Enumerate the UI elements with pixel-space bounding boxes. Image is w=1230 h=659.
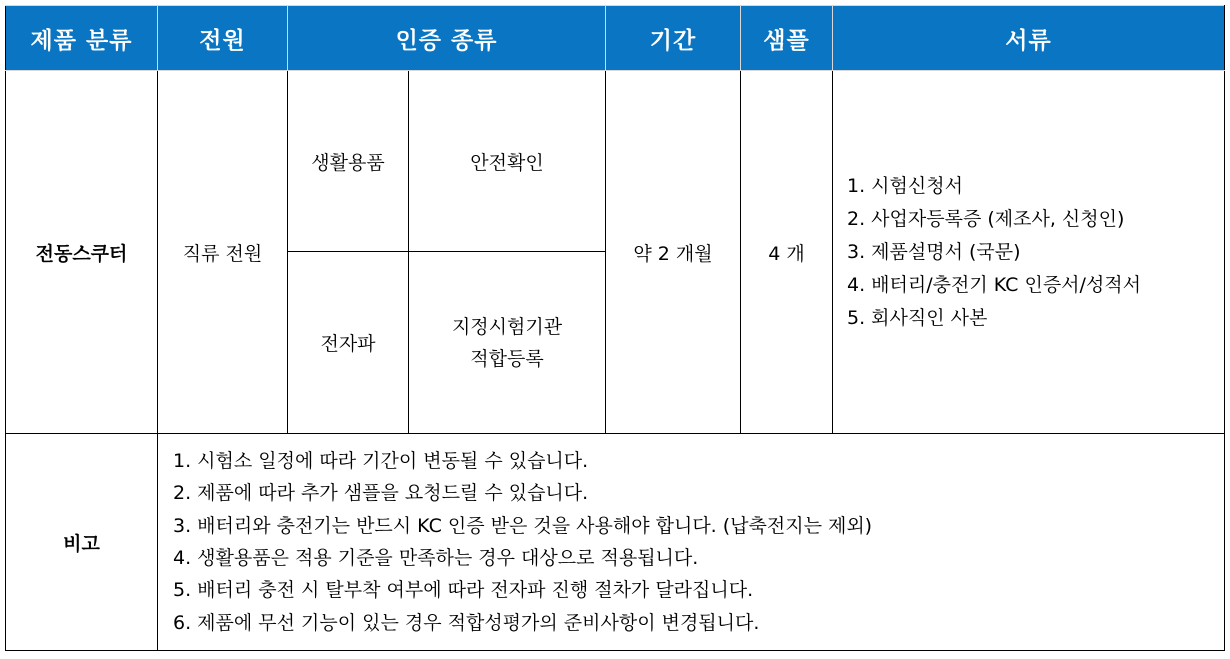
cert-category-cell: 생활용품 [288, 71, 409, 252]
product-cell: 전동스쿠터 [6, 71, 158, 434]
note-item: 1. 시험소 일정에 따라 기간이 변동될 수 있습니다. [173, 450, 589, 473]
document-item: 3. 제품설명서 (국문) [847, 240, 1021, 263]
header-cert-type: 인증 종류 [288, 6, 606, 71]
power-cell: 직류 전원 [158, 71, 288, 434]
document-item: 2. 사업자등록증 (제조사, 신청인) [847, 207, 1125, 230]
sample-cell: 4 개 [741, 71, 833, 434]
header-row [6, 6, 1225, 71]
header-power: 전원 [158, 6, 288, 71]
certification-table [5, 5, 1225, 651]
note-item: 5. 배터리 충전 시 탈부착 여부에 따라 전자파 진행 절차가 달라집니다. [173, 579, 754, 602]
header-product-category: 제품 분류 [6, 6, 158, 71]
cert-category-cell: 전자파 [288, 252, 409, 434]
cert-type-cell [409, 252, 606, 434]
cert-type-line: 지정시험기관 [451, 315, 563, 338]
cert-type-line: 안전확인 [470, 151, 544, 174]
header-period: 기간 [606, 6, 741, 71]
notes-cell [158, 434, 1225, 651]
document-item: 1. 시험신청서 [847, 174, 963, 197]
notes-label: 비고 [6, 434, 158, 651]
cert-type-line: 적합등록 [470, 347, 544, 370]
document-item: 4. 배터리/충전기 KC 인증서/성적서 [847, 273, 1142, 296]
note-item: 3. 배터리와 충전기는 반드시 KC 인증 받은 것을 사용해야 합니다. (납축전지는 제외) [173, 514, 873, 537]
document-item: 5. 회사직인 사본 [847, 306, 988, 329]
note-item: 4. 생활용품은 적용 기준을 만족하는 경우 대상으로 적용됩니다. [173, 547, 699, 569]
period-cell: 약 2 개월 [606, 71, 741, 434]
note-item: 2. 제품에 따라 추가 샘플을 요청드릴 수 있습니다. [173, 482, 589, 505]
header-sample: 샘플 [741, 6, 833, 71]
documents-cell [833, 71, 1225, 434]
cert-type-cell [409, 71, 606, 252]
note-item: 6. 제품에 무선 기능이 있는 경우 적합성평가의 준비사항이 변경됩니다. [173, 611, 760, 634]
table-row [6, 71, 1225, 252]
notes-row [6, 434, 1225, 651]
header-documents: 서류 [833, 6, 1225, 71]
